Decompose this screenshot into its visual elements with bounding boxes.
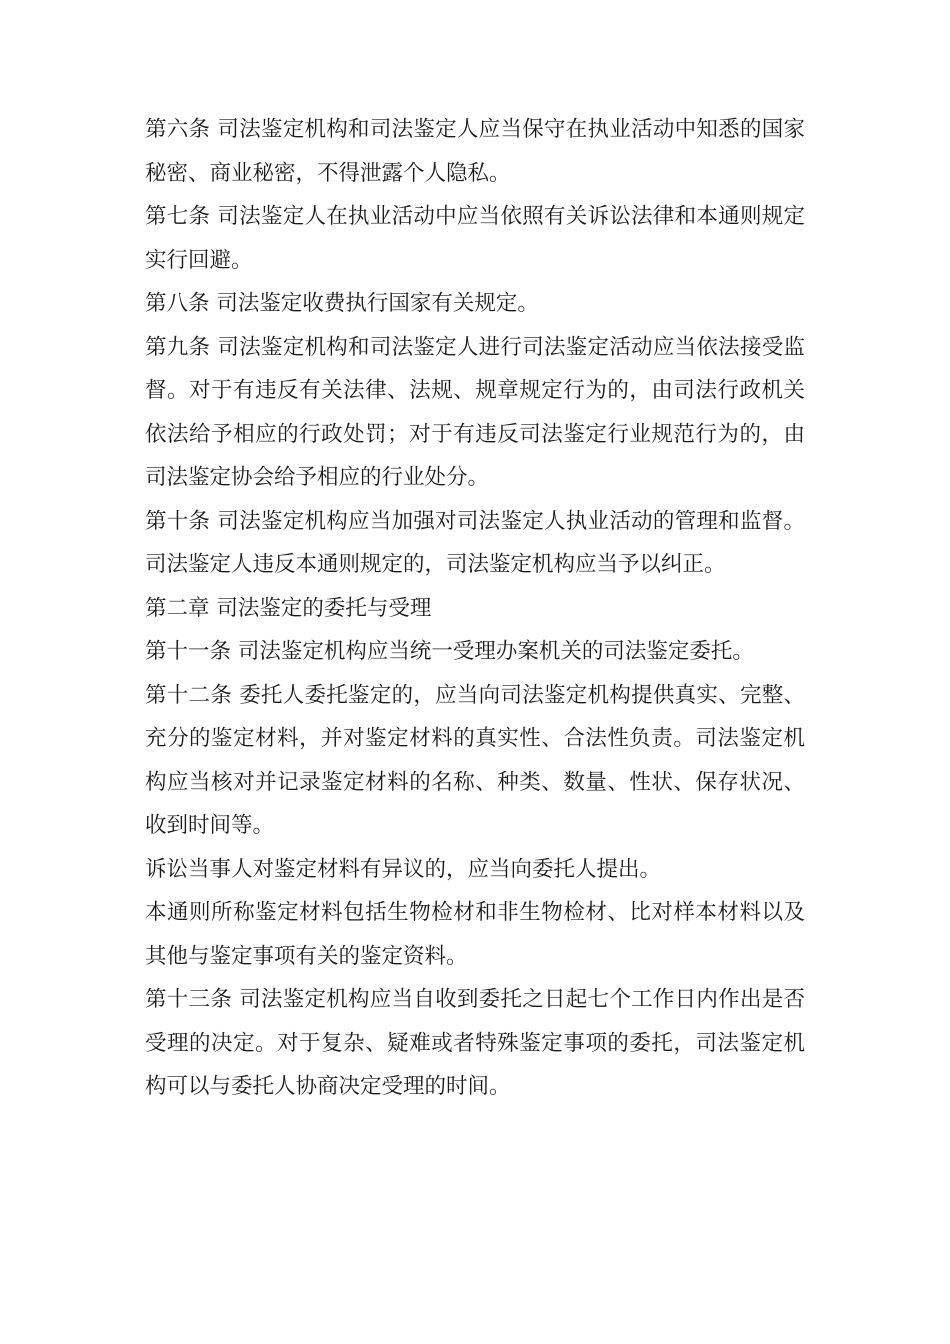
article-7: 第七条 司法鉴定人在执业活动中应当依照有关诉讼法律和本通则规定实行回避。 — [145, 204, 805, 273]
article-10: 第十条 司法鉴定机构应当加强对司法鉴定人执业活动的管理和监督。司法鉴定人违反本通则规定的，司法鉴定机构应当予以纠正。 — [145, 508, 805, 577]
article-11: 第十一条 司法鉴定机构应当统一受理办案机关的司法鉴定委托。 — [145, 639, 754, 664]
document-body — [145, 108, 805, 1109]
article-12-objection: 诉讼当事人对鉴定材料有异议的，应当向委托人提出。 — [145, 856, 662, 882]
article-13: 第十三条 司法鉴定机构应当自收到委托之日起七个工作日内作出是否受理的决定。对于复杂、疑难或者特殊鉴定事项的委托，司法鉴定机构可以与委托人协商决定受理的时间。 — [145, 987, 805, 1099]
article-6: 第六条 司法鉴定机构和司法鉴定人应当保守在执业活动中知悉的国家秘密、商业秘密，不得泄露个人隐私。 — [145, 117, 805, 186]
chapter-2-heading: 第二章 司法鉴定的委托与受理 — [145, 595, 432, 621]
article-9: 第九条 司法鉴定机构和司法鉴定人进行司法鉴定活动应当依法接受监督。对于有违反有关法律、法规、规章规定行为的，由司法行政机关依法给予相应的行政处罚；对于有违反司法鉴定行业规范行为的，由司法鉴定协会给予相应的行业处分。 — [145, 334, 805, 490]
article-12: 第十二条 委托人委托鉴定的，应当向司法鉴定机构提供真实、完整、充分的鉴定材料，并对鉴定材料的真实性、合法性负责。司法鉴定机构应当核对并记录鉴定材料的名称、种类、数量、性状、保存状况、收到时间等。 — [145, 682, 805, 838]
article-12-definition: 本通则所称鉴定材料包括生物检材和非生物检材、比对样本材料以及其他与鉴定事项有关的鉴定资料。 — [145, 900, 805, 969]
article-8: 第八条 司法鉴定收费执行国家有关规定。 — [145, 291, 539, 316]
